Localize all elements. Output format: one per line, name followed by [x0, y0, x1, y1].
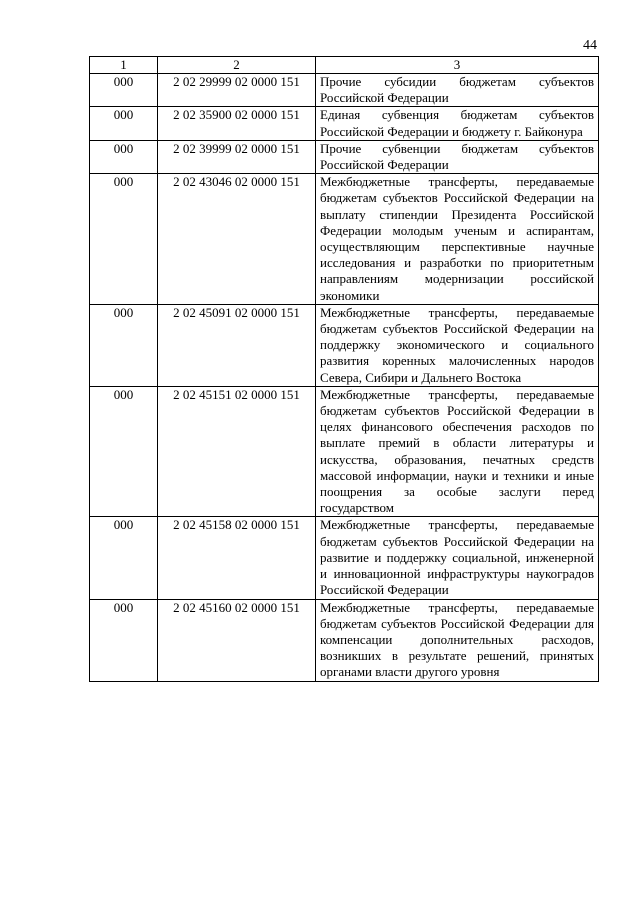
income-name-cell: Межбюджетные трансферты, передаваемые бюджетам субъектов Российской Федерации в целях финансового обеспечения расходов по выплате премий в области литературы и искусства, образования, печатных средств массовой информации, науки и техники и иные поощрения за особые заслуги перед государством: [316, 386, 599, 517]
page-number: 44: [583, 38, 597, 53]
income-name-cell: Межбюджетные трансферты, передаваемые бюджетам субъектов Российской Федерации на развитие и поддержку социальной, инженерной и инновационной инфраструктуры наукоградов Российской Федерации: [316, 517, 599, 599]
income-name-cell: Межбюджетные трансферты, передаваемые бюджетам субъектов Российской Федерации на выплату стипендии Президента Российской Федерации молодым ученым и аспирантам, осуществляющим перспективные научные исследования и разработки по приоритетным направлениям модернизации российской экономики: [316, 174, 599, 305]
budget-code-cell: 2 02 45091 02 0000 151: [158, 304, 316, 386]
table-header-row: [90, 57, 599, 74]
admin-code-cell: 000: [90, 304, 158, 386]
admin-code-cell: 000: [90, 74, 158, 107]
income-name-cell: Прочие субвенции бюджетам субъектов Российской Федерации: [316, 140, 599, 173]
admin-code-cell: 000: [90, 517, 158, 599]
budget-code-cell: 2 02 39999 02 0000 151: [158, 140, 316, 173]
budget-classification-table: [89, 56, 599, 682]
column-header-2: 2: [158, 57, 316, 74]
admin-code-cell: 000: [90, 107, 158, 140]
budget-code-cell: 2 02 29999 02 0000 151: [158, 74, 316, 107]
column-header-1: 1: [90, 57, 158, 74]
table-row: [90, 304, 599, 386]
budget-code-cell: 2 02 45160 02 0000 151: [158, 599, 316, 681]
column-header-3: 3: [316, 57, 599, 74]
table-row: [90, 599, 599, 681]
income-name-cell: Межбюджетные трансферты, передаваемые бюджетам субъектов Российской Федерации для компенсации дополнительных расходов, возникших в результате решений, принятых органами власти другого уровня: [316, 599, 599, 681]
budget-code-cell: 2 02 43046 02 0000 151: [158, 174, 316, 305]
admin-code-cell: 000: [90, 174, 158, 305]
admin-code-cell: 000: [90, 140, 158, 173]
income-name-cell: Прочие субсидии бюджетам субъектов Российской Федерации: [316, 74, 599, 107]
budget-code-cell: 2 02 45158 02 0000 151: [158, 517, 316, 599]
income-name-cell: Межбюджетные трансферты, передаваемые бюджетам субъектов Российской Федерации на поддержку экономического и социального развития коренных малочисленных народов Севера, Сибири и Дальнего Востока: [316, 304, 599, 386]
table-row: [90, 517, 599, 599]
table-row: [90, 386, 599, 517]
table-row: [90, 74, 599, 107]
table-row: [90, 107, 599, 140]
table-row: [90, 140, 599, 173]
admin-code-cell: 000: [90, 599, 158, 681]
admin-code-cell: 000: [90, 386, 158, 517]
income-name-cell: Единая субвенция бюджетам субъектов Российской Федерации и бюджету г. Байконура: [316, 107, 599, 140]
budget-code-cell: 2 02 35900 02 0000 151: [158, 107, 316, 140]
budget-code-cell: 2 02 45151 02 0000 151: [158, 386, 316, 517]
table-row: [90, 174, 599, 305]
